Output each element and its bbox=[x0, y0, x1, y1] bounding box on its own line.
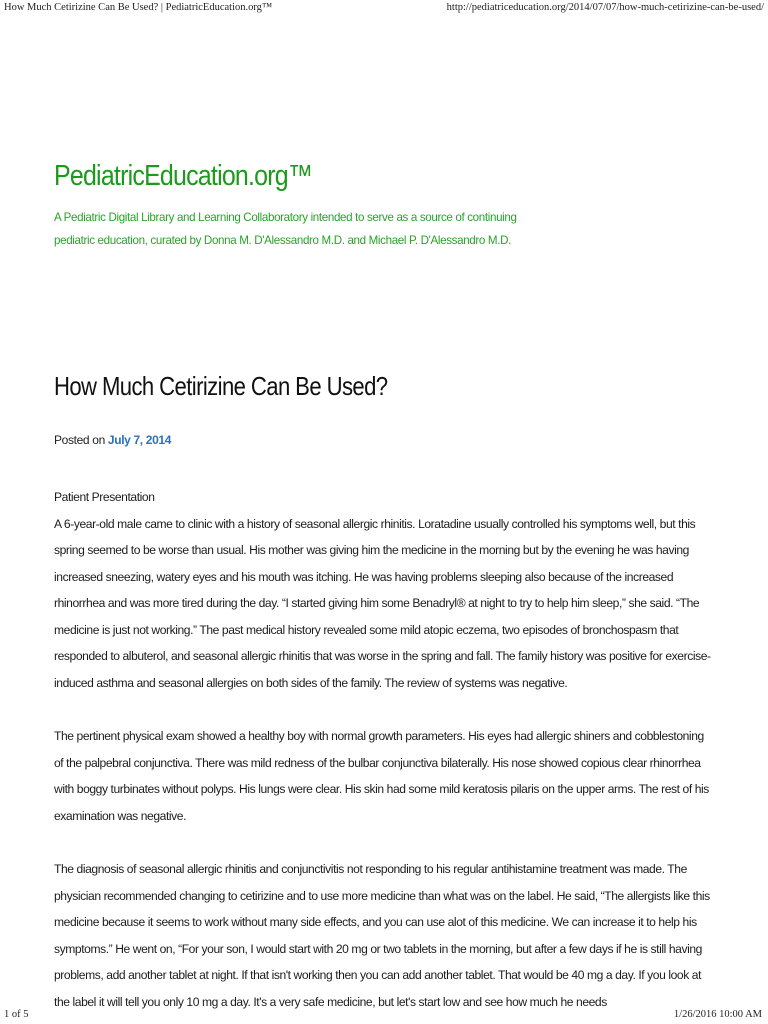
site-tagline: A Pediatric Digital Library and Learning Collaboratory intended to serve as a source of continuing pediatric education, curated by Donna M. D'Alessandro M.D. and Michael P. D'Alessandro M.D. bbox=[54, 211, 517, 247]
print-header-url: http://pediatriceducation.org/2014/07/07/how-much-cetirizine-can-be-used/ bbox=[446, 2, 764, 13]
print-header-title: How Much Cetirizine Can Be Used? | PediatricEducation.org™ bbox=[4, 2, 273, 13]
print-footer bbox=[4, 1009, 762, 1020]
posted-prefix: Posted on bbox=[54, 433, 105, 447]
paragraph-presentation: A 6-year-old male came to clinic with a history of seasonal allergic rhinitis. Loratadine usually controlled his symptoms well, but this spring seemed to be worse than usual. His mother was giving him the medicine in the morning but by the evening he was having increased sneezing, watery eyes and his mouth was itching. He was having problems sleeping also because of the increased rhinorrhea and was more tired during the day. “I started giving him some Benadryl® at night to try to help him sleep,” she said. “The medicine is just not working.” The past medical history revealed some mild atopic eczema, two episodes of bronchospasm that responded to albuterol, and seasonal allergic rhinitis that was worse in the spring and fall. The family history was positive for exercise-induced asthma and seasonal allergies on both sides of the family. The review of systems was negative. bbox=[54, 516, 711, 690]
section-heading: Patient Presentation bbox=[54, 490, 155, 504]
article-body bbox=[54, 484, 714, 1015]
post-date-link[interactable]: July 7, 2014 bbox=[107, 433, 172, 447]
print-header bbox=[4, 2, 764, 13]
paragraph-diagnosis: The diagnosis of seasonal allergic rhinitis and conjunctivitis not responding to his regular antihistamine treatment was made. The physician recommended changing to cetirizine and to use more medicine than what was on the label. He said, “The allergists like this medicine because it seems to work without many side effects, and you can use alot of this medicine. We can increase it to help his symptoms.” He went on, “For your son, I would start with 20 mg or two tablets in the morning, but after a few days if he is still having problems, add another tablet at night. If that isn't working then you can add another tablet. That would be 40 mg a day. If you look at the label it will tell you only 10 mg a day. It's a very safe medicine, but let's start low and see how much he needs bbox=[54, 862, 710, 1009]
post-meta bbox=[54, 433, 171, 447]
paragraph-exam: The pertinent physical exam showed a healthy boy with normal growth parameters. His eyes had allergic shiners and cobblestoning of the palpebral conjunctiva. There was mild redness of the bulbar conjunctiva bilaterally. His nose showed copious clear rhinorrhea with boggy turbinates without polyps. His lungs were clear. His skin had some mild keratosis pilaris on the upper arms. The rest of his examination was negative. bbox=[54, 729, 709, 823]
site-title[interactable]: PediatricEducation.org™ bbox=[54, 160, 313, 192]
post-title: How Much Cetirizine Can Be Used? bbox=[54, 371, 388, 401]
page-number: 1 of 5 bbox=[4, 1009, 29, 1020]
print-datetime: 1/26/2016 10:00 AM bbox=[673, 1009, 762, 1020]
